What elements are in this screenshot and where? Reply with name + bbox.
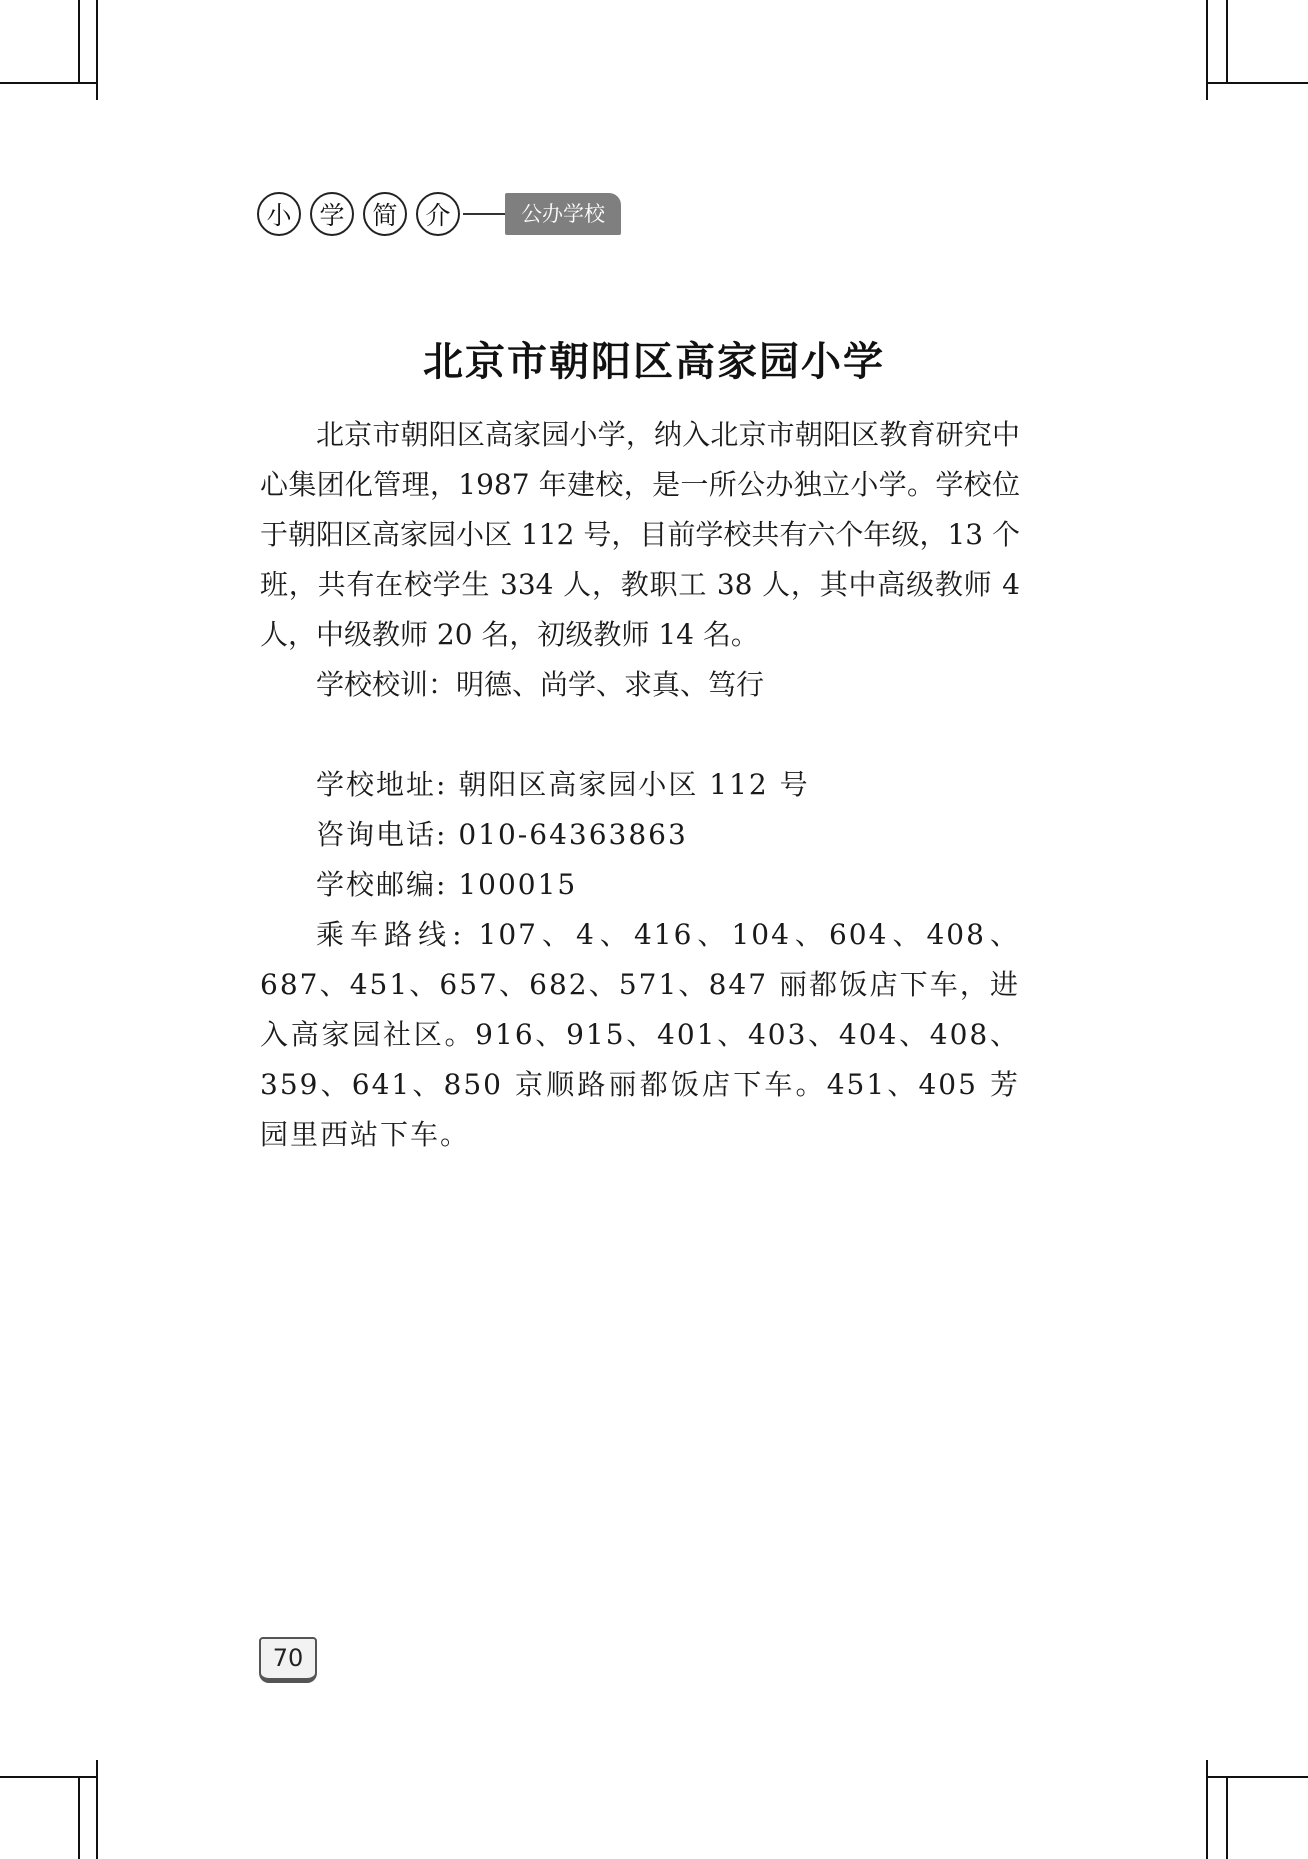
crop-mark [1206, 0, 1208, 100]
detail-value: 010-64363863 [458, 818, 688, 851]
header-connector-line [463, 213, 505, 215]
crop-mark [96, 1760, 98, 1859]
crop-mark [78, 1778, 80, 1859]
detail-value: 朝阳区高家园小区 112 号 [458, 768, 810, 801]
crop-mark [0, 1776, 98, 1778]
page-number: 70 [259, 1637, 317, 1683]
category-tag: 公办学校 [505, 193, 621, 235]
crop-mark [1226, 0, 1228, 82]
detail-label: 乘车路线 [316, 918, 453, 951]
article-body [260, 410, 1020, 1160]
section-char: 简 [363, 192, 407, 236]
intro-paragraph: 北京市朝阳区高家园小学，纳入北京市朝阳区教育研究中心集团化管理，1987 年建校，是一所公办独立小学。学校位于朝阳区高家园小区 112 号，目前学校共有六个年级，13 个班，共有在校学生 334 人，教职工 38 人，其中高级教师 4 人，中级教师 20 名，初级教师 14 名。 [260, 418, 1020, 651]
crop-mark [78, 0, 80, 82]
crop-mark [96, 0, 98, 100]
crop-mark [1226, 1778, 1228, 1859]
crop-mark [1206, 1760, 1208, 1859]
section-char: 学 [310, 192, 354, 236]
crop-mark [1206, 1776, 1308, 1778]
crop-mark [0, 82, 98, 84]
section-header [257, 189, 621, 239]
detail-label: 学校邮编 [316, 868, 437, 901]
spacer [260, 710, 1020, 760]
detail-address: 学校地址: 朝阳区高家园小区 112 号 [316, 768, 810, 801]
section-char: 介 [416, 192, 460, 236]
detail-routes: 乘车路线: 107、4、416、104、604、408、687、451、657、682、571、847 丽都饭店下车，进入高家园社区。916、915、401、403、404、408、359、641、850 京顺路丽都饭店下车。451、405 芳园里西站下车。 [260, 918, 1020, 1151]
detail-phone: 咨询电话: 010-64363863 [316, 818, 688, 851]
motto-paragraph: 学校校训：明德、尚学、求真、笃行 [316, 668, 765, 701]
detail-label: 学校地址 [316, 768, 437, 801]
detail-value: 100015 [458, 868, 578, 901]
page-title: 北京市朝阳区高家园小学 [423, 339, 885, 385]
section-char: 小 [257, 192, 301, 236]
detail-label: 咨询电话 [316, 818, 437, 851]
crop-mark [1206, 82, 1308, 84]
detail-value: 107、4、416、104、604、408、687、451、657、682、571、847 丽都饭店下车，进入高家园社区。916、915、401、403、404、408、359、641、850 京顺路丽都饭店下车。451、405 芳园里西站下车。 [260, 918, 1020, 1151]
detail-postcode: 学校邮编: 100015 [316, 868, 578, 901]
